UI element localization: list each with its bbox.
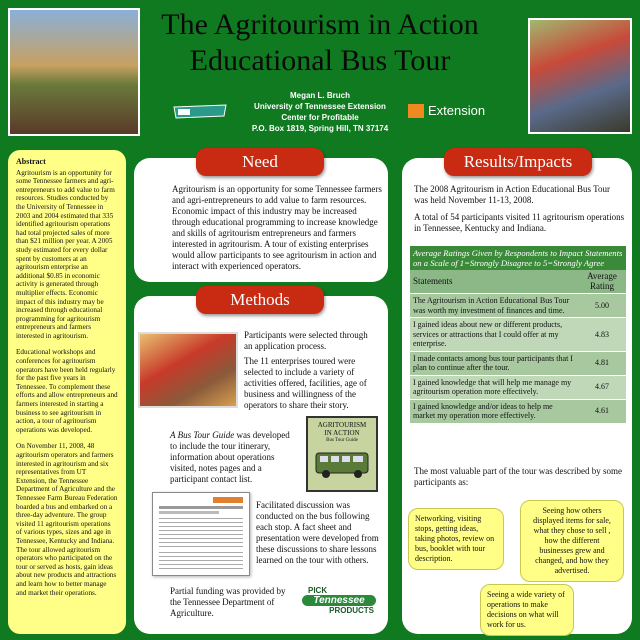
ratings-value: 4.61 bbox=[578, 399, 626, 423]
quote-bubble-networking: Networking, visiting stops, getting ideas, taking photos, review on bus, booklet with tour description. bbox=[408, 508, 504, 570]
abstract-paragraph: Educational workshops and conferences for agritourism operators have been held regularly for the past five years in Tennessee. To complement these efforts and allow entrepreneurs and farmers interested in starting a business to see agritourism in action, a tour of agritourism operations was developed. bbox=[16, 348, 118, 434]
ratings-value: 4.67 bbox=[578, 375, 626, 399]
need-text: Agritourism is an opportunity for some Tennessee farmers and agri-entrepreneurs to add value to farm resources. Economic impact of this industry may be increased through educational programming to increase knowledge and skills of agritourism entrepreneurs and farmers interested in agritourism. A tour of existing enterprises would allow participants to see agritourism in action and interact with experienced operators. bbox=[172, 184, 382, 271]
table-row bbox=[410, 351, 626, 375]
page-title-line1: The Agritourism in Action bbox=[161, 8, 479, 41]
page-title-line2: Educational Bus Tour bbox=[189, 44, 451, 77]
ratings-table-body bbox=[410, 270, 626, 424]
methods-text-guide bbox=[170, 430, 298, 485]
bus-icon bbox=[312, 447, 372, 481]
abstract-title: Abstract bbox=[16, 157, 46, 166]
author-block bbox=[235, 90, 405, 134]
pick-logo-products: PRODUCTS bbox=[329, 606, 374, 615]
author-center: Center for Profitable bbox=[281, 113, 359, 122]
header-photo-people bbox=[528, 18, 632, 134]
methods-photo-market bbox=[138, 332, 238, 408]
guide-cover-title: AGRITOURISM bbox=[317, 421, 367, 429]
methods-text-enterprises: The 11 enterprises toured were selected to include a variety of activities offered, facilities, age of business and willingness of the operators to share their story. bbox=[244, 356, 367, 410]
table-row bbox=[410, 318, 626, 352]
ratings-table bbox=[410, 246, 626, 424]
methods-text-discussion: Facilitated discussion was conducted on the bus following each stop. A fact sheet and presentation were developed from these discussions to share lessons learned on the tour with others. bbox=[256, 500, 379, 565]
abstract-panel bbox=[8, 150, 126, 634]
results-header: Results/Impacts bbox=[444, 148, 592, 176]
ratings-value: 4.81 bbox=[578, 351, 626, 375]
header-photo-group bbox=[8, 8, 140, 136]
ratings-statement: I gained knowledge that will help me manage my agritourism operation more effectively. bbox=[410, 375, 578, 399]
abstract-paragraph: Agritourism is an opportunity for some Tennessee farmers and agri-entrepreneurs to add value to farm resources. Studies conducted by the University of Tennessee in 2003 and 2004 estimated that 335 identified agritourism operations had total projected sales of more than $21 million per year. A 2005 study estimated for every dollar spent by customers at an agritourism enterprise an additional $0.85 in economic activity is generated through multiplier effects. Economic impact of this industry may be increased through educational programming for agritourism entrepreneurs and farmers interested in agritourism. bbox=[16, 168, 115, 340]
quote-bubble-variety: Seeing a wide variety of operations to make decisions on what will work for us. bbox=[480, 584, 574, 636]
ratings-table-caption: Average Ratings Given by Respondents to Impact Statements on a Scale of 1=Strongly Disagree to 5=Strongly Agree bbox=[410, 246, 626, 270]
table-row bbox=[410, 294, 626, 318]
extension-logo bbox=[408, 102, 496, 118]
ratings-value: 5.00 bbox=[578, 294, 626, 318]
pick-logo-top: PICK bbox=[308, 586, 328, 595]
quote-bubble-displays: Seeing how others displayed items for sale, what they chose to sell , how the different businesses grew and changed, and how they advertised. bbox=[520, 500, 624, 582]
methods-text-funding: Partial funding was provided by the Tennessee Department of Agriculture. bbox=[170, 586, 286, 618]
pick-logo-tennessee: Tennessee bbox=[302, 595, 376, 606]
ratings-col-statements: Statements bbox=[410, 270, 578, 294]
author-address: P.O. Box 1819, Spring Hill, TN 37174 bbox=[251, 124, 389, 133]
guide-cover-subtitle: IN ACTION bbox=[324, 429, 360, 437]
methods-text-guide-rest: was developed to include the tour itinerary, information about operations visited, notes pages and a participant contact list. bbox=[170, 430, 290, 484]
author-affiliation: University of Tennessee Extension bbox=[254, 102, 386, 111]
methods-text-selection: Participants were selected through an application process. bbox=[244, 330, 368, 351]
results-text-participants: A total of 54 participants visited 11 agritourism operations in Tennessee, Kentucky and Indiana. bbox=[414, 212, 625, 233]
bus-tour-guide-title: A Bus Tour Guide bbox=[170, 430, 235, 440]
guide-cover-caption: Bus Tour Guide bbox=[326, 438, 358, 443]
ut-logo-icon bbox=[408, 104, 424, 118]
bus-tour-guide-cover bbox=[306, 416, 378, 492]
ratings-statement: I gained ideas about new or different products, services or attractions that I could offer at my enterprise. bbox=[410, 318, 578, 352]
table-row bbox=[410, 399, 626, 423]
fact-sheet-thumbnail bbox=[152, 492, 250, 576]
extension-logo-text: Extension bbox=[428, 103, 486, 118]
abstract-paragraph: On November 11, 2008, 48 agritourism operators and farmers interested in agritourism and six representatives from UT Extension, the Tennessee Department of Agriculture and the Tennessee Farm Bureau Federation boarded a bus and embarked on a three-day adventure. The group visited 11 agritourism operations of various types, sizes and age in Tennessee, Kentucky and Indiana. The tour allowed agritourism operators who participated on the tour or served as hosts, gain ideas about new products and attractions and learn how to better manage and market their operations. bbox=[16, 442, 118, 597]
table-row bbox=[410, 375, 626, 399]
ratings-statement: I made contacts among bus tour participants that I plan to continue after the tour. bbox=[410, 351, 578, 375]
methods-header: Methods bbox=[196, 286, 324, 314]
tennessee-state-logo bbox=[172, 104, 228, 120]
author-name: Megan L. Bruch bbox=[289, 91, 350, 100]
ratings-value: 4.83 bbox=[578, 318, 626, 352]
ratings-col-average: Average Rating bbox=[578, 270, 626, 294]
ratings-statement: The Agritourism in Action Educational Bus Tour was worth my investment of finances and time. bbox=[410, 294, 578, 318]
results-text-valuable: The most valuable part of the tour was described by some participants as: bbox=[414, 466, 622, 487]
need-header: Need bbox=[196, 148, 324, 176]
pick-tennessee-logo bbox=[298, 586, 380, 622]
results-text-dates: The 2008 Agritourism in Action Educational Bus Tour was held November 11-13, 2008. bbox=[414, 184, 610, 205]
ratings-statement: I gained knowledge and/or ideas to help me market my operation more effectively. bbox=[410, 399, 578, 423]
